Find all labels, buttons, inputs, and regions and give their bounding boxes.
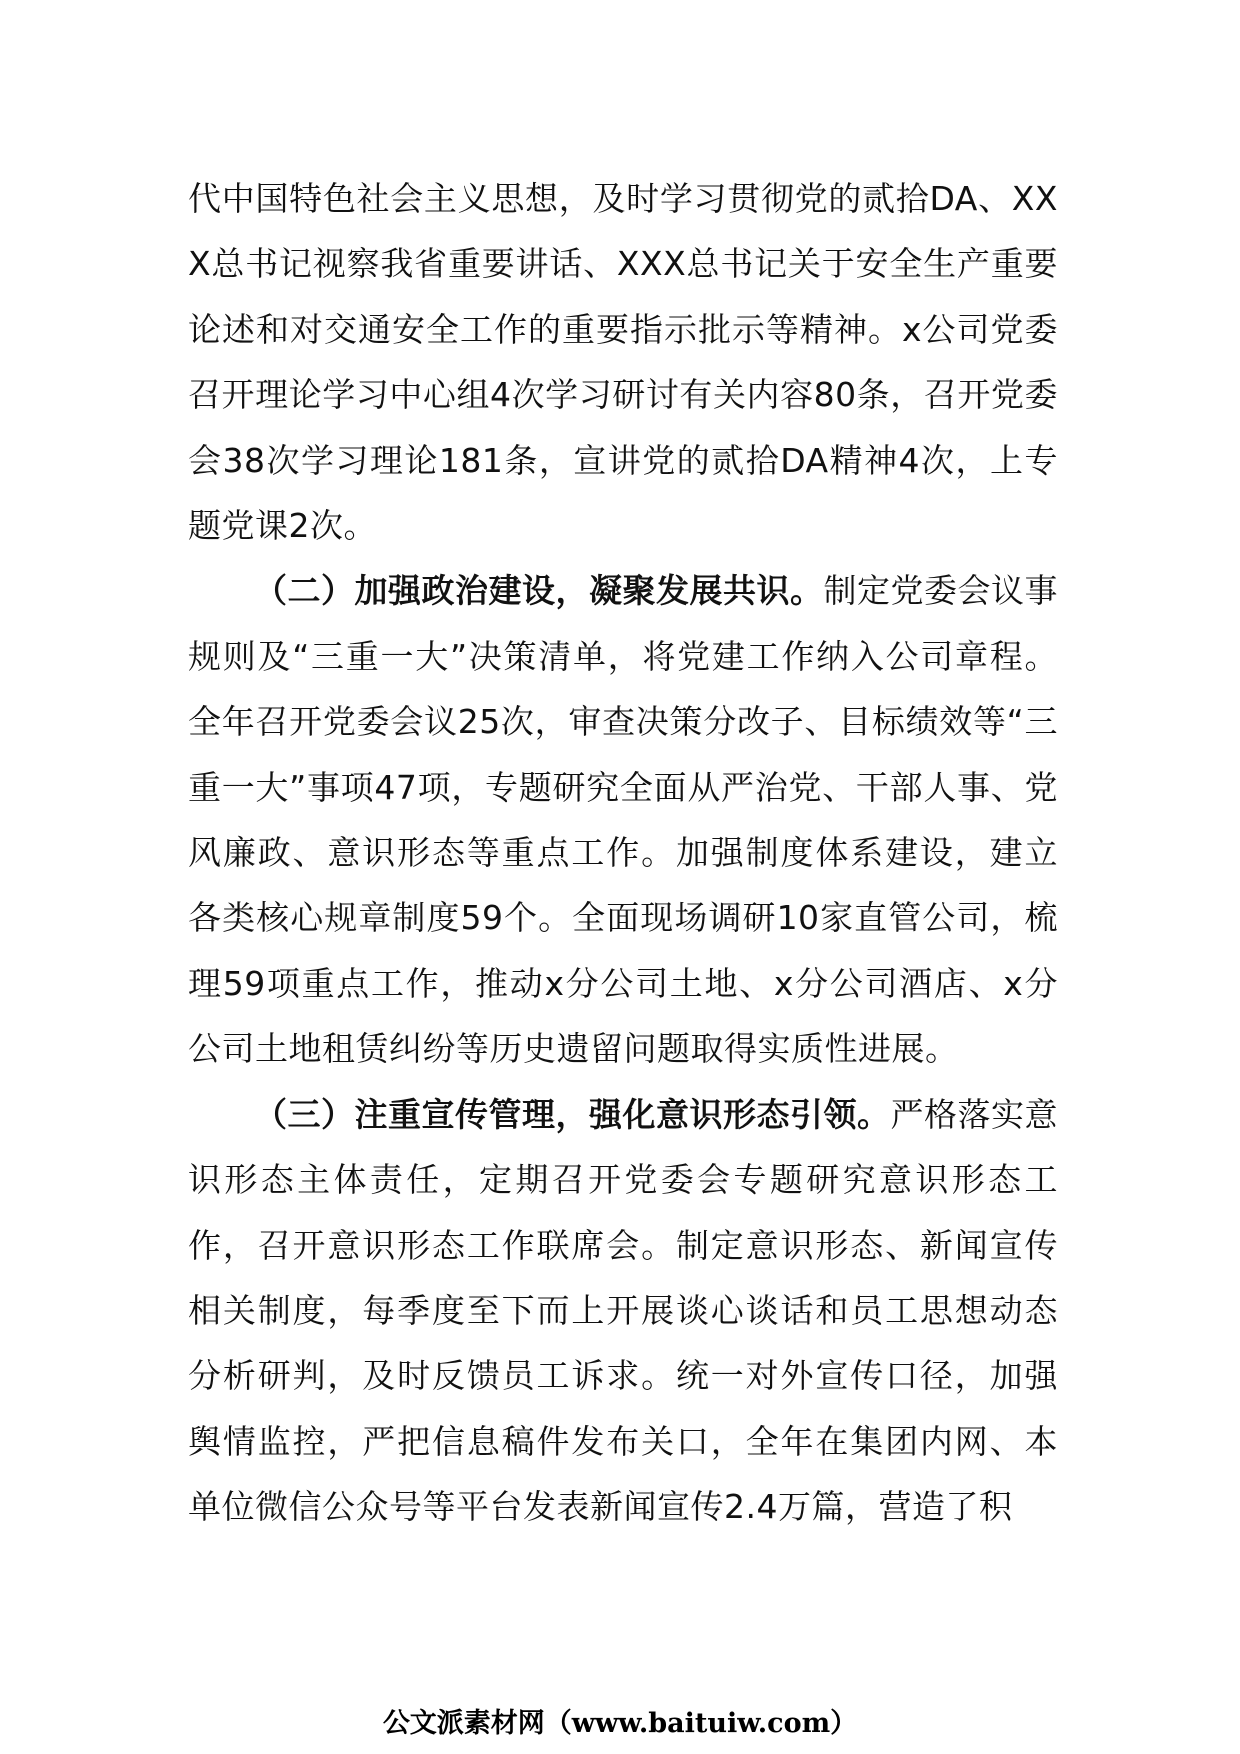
paragraph-text: 代中国特色社会主义思想，及时学习贯彻党的贰拾DA、XXX总书记视察我省重要讲话、XXX总书记关于安全生产重要论述和对交通安全工作的重要指示批示等精神。x公司党委召开理论学习中心组4次学习研讨有关内容80条，召开党委会38次学习理论181条，宣讲党的贰拾DA精神4次，上专题党课2次。 bbox=[188, 179, 1058, 546]
paragraph-political-construction bbox=[188, 558, 1058, 1081]
paragraph-continuation bbox=[188, 166, 1058, 558]
paragraph-text: 严格落实意识形态主体责任，定期召开党委会专题研究意识形态工作，召开意识形态工作联席会。制定意识形态、新闻宣传相关制度，每季度至下而上开展谈心谈话和员工思想动态分析研判，及时反馈员工诉求。统一对外宣传口径，加强舆情监控，严把信息稿件发布关口，全年在集团内网、本单位微信公众号等平台发表新闻宣传2.4万篇，营造了积 bbox=[188, 1094, 1058, 1527]
paragraph-text: 制定党委会议事规则及“三重一大”决策清单，将党建工作纳入公司章程。全年召开党委会议25次，审查决策分改子、目标绩效等“三重一大”事项47项，专题研究全面从严治党、干部人事、党风廉政、意识形态等重点工作。加强制度体系建设，建立各类核心规章制度59个。全面现场调研10家直管公司，梳理59项重点工作，推动x分公司土地、x分公司酒店、x分公司土地租赁纠纷等历史遗留问题取得实质性进展。 bbox=[188, 571, 1058, 1069]
section-heading: （二）加强政治建设，凝聚发展共识。 bbox=[254, 571, 824, 611]
paragraph-publicity-management bbox=[188, 1082, 1058, 1540]
section-heading: （三）注重宣传管理，强化意识形态引领。 bbox=[254, 1094, 891, 1134]
document-body bbox=[188, 166, 1058, 1540]
footer-source-label: 公文派素材网（www.baituiw.com） bbox=[382, 1708, 858, 1739]
